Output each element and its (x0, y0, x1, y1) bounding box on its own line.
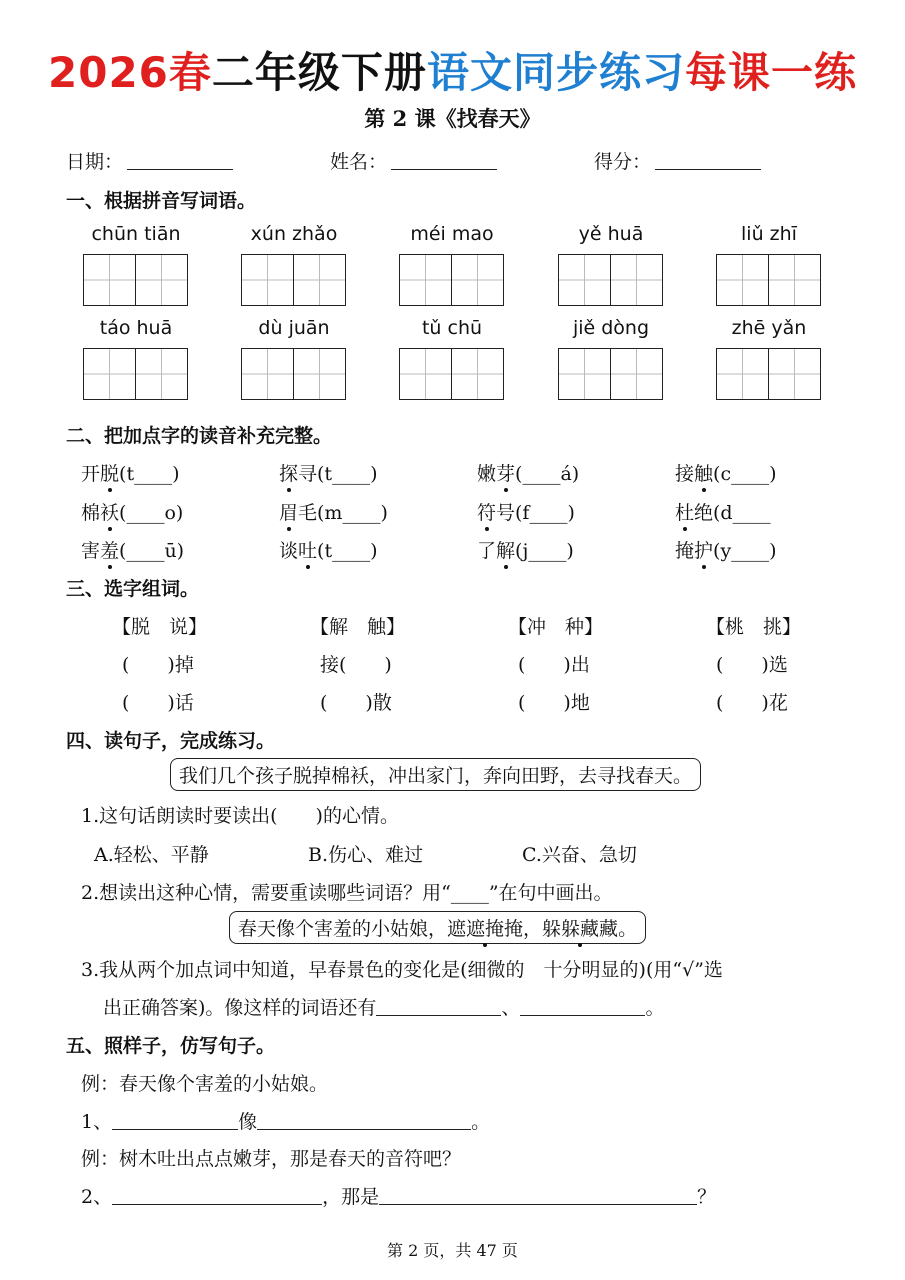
question-3-continued[interactable]: 出正确答案)。像这样的词语还有 、 。 (103, 997, 665, 1019)
imitation-line-2[interactable]: 2、 ，那是 ？ (81, 1186, 717, 1208)
word-blank[interactable]: ( )选 (716, 654, 788, 676)
pronunciation-item[interactable]: 棉袄(____o) (81, 498, 183, 525)
writing-box-pair[interactable] (83, 254, 189, 306)
word-blank[interactable]: 接( ) (320, 654, 392, 676)
pronunciation-item[interactable]: 眉毛(m____) (279, 498, 388, 525)
example-1: 例：春天像个害羞的小姑娘。 (81, 1073, 329, 1095)
tianzige-cell[interactable] (83, 254, 136, 306)
pinyin-label: liǔ zhī (741, 223, 797, 245)
example-2: 例：树木吐出点点嫩芽，那是春天的音符吧？ (81, 1148, 462, 1170)
reading-sentence-box-2: 春天像个害羞的小姑娘，遮遮掩掩，躲躲藏藏。 (229, 911, 646, 944)
section-1-heading: 一、根据拼音写词语。 (66, 190, 257, 212)
pronunciation-item[interactable]: 嫩芽(____á) (477, 459, 579, 486)
tianzige-cell[interactable] (558, 254, 611, 306)
tianzige-cell[interactable] (399, 348, 452, 400)
word-blank[interactable]: ( )地 (518, 692, 590, 714)
tianzige-cell[interactable] (451, 254, 504, 306)
name-line[interactable] (391, 151, 497, 170)
answer-blank[interactable] (112, 1111, 238, 1130)
title-series: 每课一练 (684, 48, 857, 97)
imitation-line-1[interactable]: 1、 像 。 (81, 1111, 491, 1133)
section-4-heading: 四、读句子，完成练习。 (66, 730, 276, 752)
pronunciation-item[interactable]: 接触(c____) (675, 459, 777, 486)
answer-blank[interactable] (112, 1186, 322, 1205)
tianzige-cell[interactable] (293, 254, 346, 306)
section-5-heading: 五、照样子，仿写句子。 (66, 1035, 276, 1057)
writing-box-pair[interactable] (399, 254, 505, 306)
pinyin-label: táo huā (99, 317, 173, 339)
tianzige-cell[interactable] (716, 254, 769, 306)
writing-box-pair[interactable] (241, 254, 347, 306)
date-line[interactable] (127, 151, 233, 170)
pinyin-label: dù juān (258, 317, 330, 339)
date-field[interactable] (66, 147, 233, 174)
answer-blank[interactable] (376, 997, 501, 1016)
name-field[interactable] (330, 147, 497, 174)
pronunciation-item[interactable]: 开脱(t____) (81, 459, 180, 486)
char-options: 【解 触】 (310, 616, 406, 638)
pinyin-label: tǔ chū (421, 317, 483, 339)
question-1: 1.这句话朗读时要读出( )的心情。 (81, 805, 399, 827)
section-2-heading: 二、把加点字的读音补充完整。 (66, 425, 333, 447)
tianzige-cell[interactable] (83, 348, 136, 400)
date-label: 日期： (66, 151, 124, 173)
tianzige-cell[interactable] (135, 348, 188, 400)
title-year: 2026春 (48, 48, 212, 97)
tianzige-cell[interactable] (768, 348, 821, 400)
title-grade: 二年级下册 (211, 48, 427, 97)
option-b[interactable]: B.伤心、难过 (308, 844, 424, 866)
answer-blank[interactable] (520, 997, 645, 1016)
section-3-heading: 三、选字组词。 (66, 578, 200, 600)
tianzige-cell[interactable] (135, 254, 188, 306)
writing-box-pair[interactable] (716, 254, 822, 306)
pinyin-label: chūn tiān (91, 223, 181, 245)
tianzige-cell[interactable] (293, 348, 346, 400)
word-blank[interactable]: ( )话 (122, 692, 194, 714)
word-blank[interactable]: ( )花 (716, 692, 788, 714)
char-options: 【冲 种】 (508, 616, 604, 638)
name-label: 姓名： (330, 151, 388, 173)
pronunciation-item[interactable]: 探寻(t____) (279, 459, 377, 486)
pronunciation-item[interactable]: 谈吐(t____) (279, 536, 378, 563)
page-footer: 第 2 页，共 47 页 (387, 1241, 518, 1260)
word-blank[interactable]: ( )散 (320, 692, 392, 714)
option-c[interactable]: C.兴奋、急切 (522, 844, 637, 866)
tianzige-cell[interactable] (768, 254, 821, 306)
tianzige-cell[interactable] (241, 348, 294, 400)
worksheet-title (0, 40, 905, 100)
title-subject: 语文同步练习 (426, 48, 685, 97)
writing-box-pair[interactable] (558, 348, 664, 400)
pinyin-label: jiě dòng (572, 317, 650, 339)
tianzige-cell[interactable] (241, 254, 294, 306)
tianzige-cell[interactable] (399, 254, 452, 306)
answer-blank[interactable] (379, 1186, 697, 1205)
tianzige-cell[interactable] (451, 348, 504, 400)
pinyin-label: méi mao (410, 223, 494, 245)
writing-box-pair[interactable] (399, 348, 505, 400)
pinyin-label: yě huā (578, 223, 644, 245)
pinyin-label: zhē yǎn (731, 317, 807, 339)
writing-box-pair[interactable] (241, 348, 347, 400)
pinyin-label: xún zhǎo (250, 223, 338, 245)
tianzige-cell[interactable] (558, 348, 611, 400)
question-2: 2.想读出这种心情，需要重读哪些词语？用“____”在句中画出。 (81, 882, 613, 904)
pronunciation-item[interactable]: 了解(j____) (477, 536, 574, 563)
char-options: 【桃 挑】 (706, 616, 802, 638)
lesson-title: 第 2 课《找春天》 (364, 106, 541, 131)
writing-box-pair[interactable] (716, 348, 822, 400)
tianzige-cell[interactable] (610, 254, 663, 306)
option-a[interactable]: A.轻松、平静 (94, 844, 209, 866)
writing-box-pair[interactable] (558, 254, 664, 306)
question-3: 3.我从两个加点词中知道，早春景色的变化是(细微的 十分明显的)(用“√”选 (81, 959, 723, 981)
pronunciation-item[interactable]: 掩护(y____) (675, 536, 777, 563)
answer-blank[interactable] (257, 1111, 471, 1130)
pronunciation-item[interactable]: 符号(f____) (477, 498, 575, 525)
score-field[interactable] (594, 147, 761, 174)
writing-box-pair[interactable] (83, 348, 189, 400)
pronunciation-item[interactable]: 杜绝(d____ (675, 498, 771, 525)
char-options: 【脱 说】 (112, 616, 208, 638)
word-blank[interactable]: ( )掉 (122, 654, 194, 676)
tianzige-cell[interactable] (610, 348, 663, 400)
score-label: 得分： (594, 151, 652, 173)
tianzige-cell[interactable] (716, 348, 769, 400)
reading-sentence-box: 我们几个孩子脱掉棉袄，冲出家门，奔向田野，去寻找春天。 (170, 758, 701, 791)
score-line[interactable] (655, 151, 761, 170)
pronunciation-item[interactable]: 害羞(____ū) (81, 536, 184, 563)
word-blank[interactable]: ( )出 (518, 654, 590, 676)
